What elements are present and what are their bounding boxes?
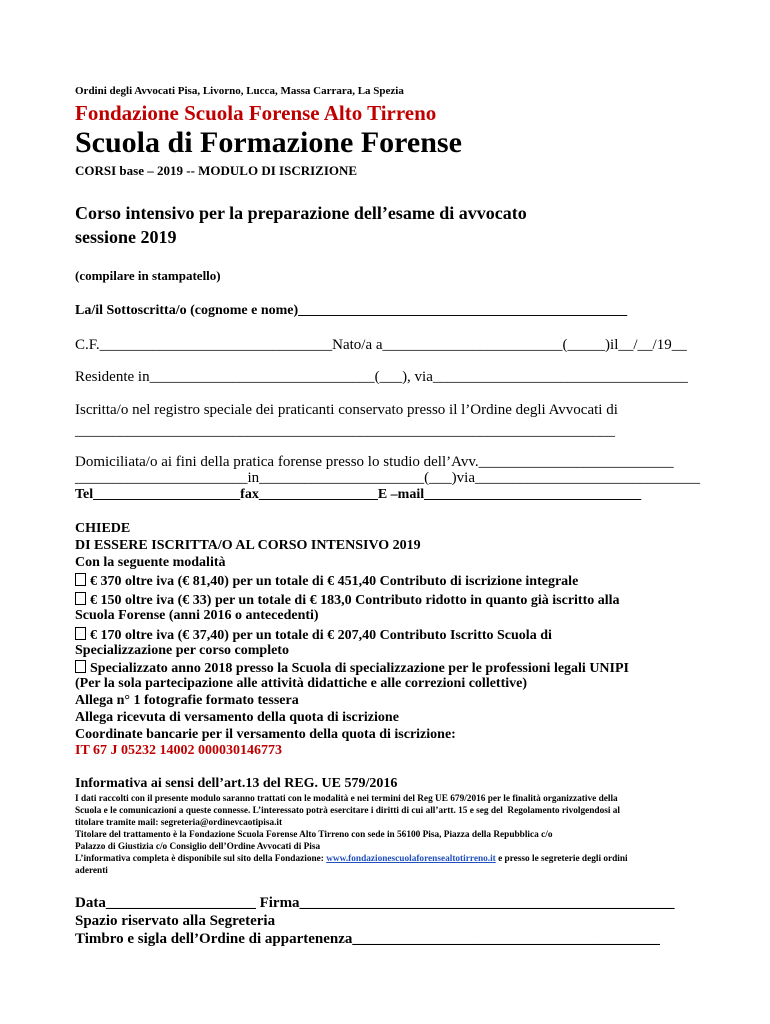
domicile-field-line1: Domiciliata/o ai fini della pratica forense presso lo studio dell’Avv.__________________________ [75, 454, 674, 470]
fill-instruction: (compilare in stampatello) [75, 268, 221, 283]
school-title: Scuola di Formazione Forense [75, 126, 462, 159]
form-subtitle: CORSI base – 2019 -- MODULO DI ISCRIZIONE [75, 163, 358, 178]
option-reduced-fee[interactable] [75, 592, 620, 608]
course-title-line2: sessione 2019 [75, 227, 177, 247]
foundation-name: Fondazione Scuola Forense Alto Tirreno [75, 101, 437, 125]
foundation-website-link[interactable]: www.fondazionescuolaforensealtotirreno.it [326, 854, 496, 864]
option-full-fee-checkbox[interactable] [75, 573, 86, 586]
option-specialization-fee[interactable] [75, 627, 552, 643]
option-reduced-fee-checkbox[interactable] [75, 592, 86, 605]
option-full-fee-label: € 370 oltre iva (€ 81,40) per un totale di € 451,40 Contributo di iscrizione integrale [90, 574, 579, 589]
option-unipi-note: (Per la sola partecipazione alle attività didattiche e alle correzioni collettive) [75, 676, 528, 691]
reserved-space-label: Spazio riservato alla Segreteria [75, 913, 276, 929]
option-specialization-fee-checkbox[interactable] [75, 627, 86, 640]
option-unipi-label: Specializzato anno 2018 presso la Scuola di specializzazione per le professioni legali UNIPI [90, 661, 629, 676]
privacy-line6 [75, 855, 628, 864]
bank-label: Coordinate bancarie per il versamento della quota di iscrizione: [75, 727, 456, 742]
domicile-field-line2: _______________________in______________________(___)via______________________________ [75, 470, 700, 486]
privacy-line6-text: L’informativa completa è disponibile sul sito della Fondazione: [75, 854, 327, 864]
privacy-line5: Palazzo di Giustizia c/o Consiglio dell’Ordine Avvocati di Pisa [75, 842, 321, 852]
privacy-line4: Titolare del trattamento è la Fondazione Scuola Forense Alto Tirreno con sede in 56100 Pisa, Piazza della Repubblica c/o [75, 830, 553, 840]
privacy-line7: aderenti [75, 866, 108, 876]
privacy-line6-tail: e presso le segreterie degli ordini [495, 854, 628, 864]
option-unipi-checkbox[interactable] [75, 660, 86, 673]
attach-photo: Allega n° 1 fotografie formato tessera [75, 693, 299, 708]
name-field-line: La/il Sottoscritta/o (cognome e nome)_______________________________________________ [75, 303, 628, 318]
course-title-line1: Corso intensivo per la preparazione dell’esame di avvocato [75, 203, 527, 223]
register-field-line2: ________________________________________________________________________ [75, 423, 615, 439]
order-stamp-line: Timbro e sigla dell’Ordine di appartenenza_________________________________________ [75, 931, 660, 947]
option-specialization-fee-label: € 170 oltre iva (€ 37,40) per un totale di € 207,40 Contributo Iscritto Scuola di [90, 628, 552, 643]
contact-field-line: Tel_____________________fax_________________E –mail_______________________________ [75, 487, 642, 502]
request-heading: CHIEDE [75, 521, 131, 536]
iban-code: IT 67 J 05232 14002 000030146773 [75, 743, 283, 758]
privacy-line3: titolare tramite mail: segreteria@ordinevcaotipisa.it [75, 818, 283, 828]
option-full-fee[interactable] [75, 573, 578, 589]
cf-birth-field-line: C.F._______________________________Nato/a a________________________(_____)il__/__/19__ [75, 337, 687, 353]
privacy-line2: Scuola e le comunicazioni a queste connesse. L’interessato potrà esercitare i diritti di cui all’artt. 15 e seg del Regolamento rivolgendosi al [75, 806, 621, 816]
option-reduced-fee-label: € 150 oltre iva (€ 33) per un totale di € 183,0 Contributo ridotto in quanto già iscritto alla [90, 593, 620, 608]
privacy-heading: Informativa ai sensi dell’art.13 del REG. UE 579/2016 [75, 776, 398, 791]
attach-receipt: Allega ricevuta di versamento della quota di iscrizione [75, 710, 399, 725]
enroll-statement: DI ESSERE ISCRITTA/O AL CORSO INTENSIVO 2019 [75, 538, 421, 553]
option-specialization-fee-label-line2: Specializzazione per corso completo [75, 643, 289, 658]
mode-intro: Con la seguente modalità [75, 555, 226, 570]
option-unipi[interactable] [75, 660, 629, 676]
orders-line: Ordini degli Avvocati Pisa, Livorno, Lucca, Massa Carrara, La Spezia [75, 85, 404, 97]
date-signature-line: Data____________________ Firma__________________________________________________ [75, 895, 675, 911]
register-field-line1: Iscritta/o nel registro speciale dei praticanti conservato presso il l’Ordine degli Avvocati di [75, 402, 618, 418]
privacy-line1: I dati raccolti con il presente modulo saranno trattati con le modalità e nei termini del Reg UE 679/2016 per le finalità organizzative della [75, 794, 618, 804]
option-reduced-fee-label-line2: Scuola Forense (anni 2016 o antecedenti) [75, 608, 319, 623]
residence-field-line: Residente in______________________________(___), via__________________________________ [75, 369, 688, 385]
